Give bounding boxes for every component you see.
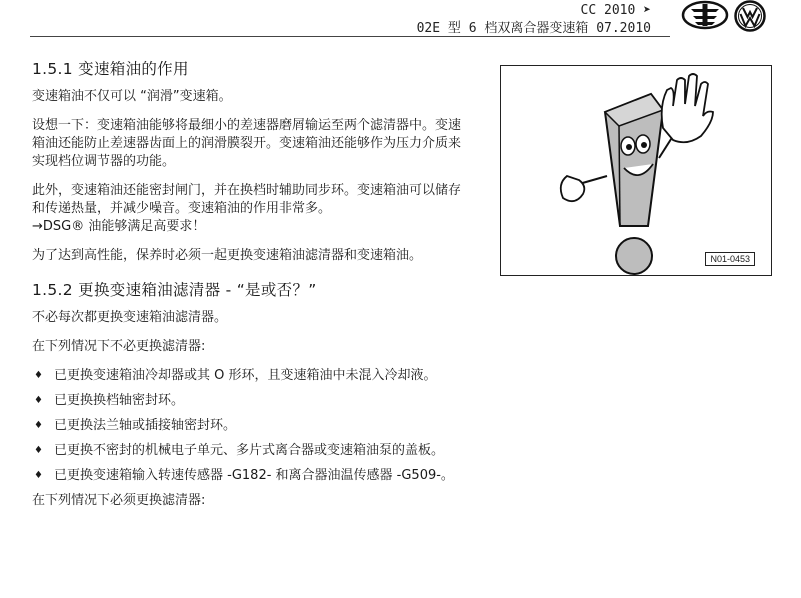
figure-label: N01-0453 [705, 252, 755, 266]
diamond-bullet-icon: ♦ [34, 470, 43, 481]
list-item-text: 已更换不密封的机械电子单元、多片式离合器或变速箱油泵的盖板。 [54, 443, 445, 458]
document-body [32, 60, 464, 521]
list-item [32, 392, 464, 410]
page-header [417, 2, 651, 38]
section-1-paragraph-3 [32, 182, 464, 236]
section-2-subheading-2: 在下列情况下必须更换滤清器: [32, 493, 206, 508]
section-1-title: 1.5.1 变速箱油的作用 [32, 60, 189, 78]
list-item-text: 已更换法兰轴或插接轴密封环。 [54, 418, 237, 433]
diamond-bullet-icon: ♦ [34, 420, 43, 431]
vw-logo-icon [733, 0, 767, 32]
cross-reference-arrow: → [32, 219, 43, 234]
list-item-text: 已更换变速箱油冷却器或其 O 形环，且变速箱油中未混入冷却液。 [54, 368, 437, 383]
section-2-subheading: 在下列情况下不必更换滤清器: [32, 339, 206, 354]
diamond-bullet-icon: ♦ [34, 445, 43, 456]
list-item [32, 442, 464, 460]
section-1-paragraph-2: 设想一下：变速箱油能够将最细小的差速器磨屑输运至两个滤清器中。变速箱油还能防止差速器齿面上的润滑膜裂开。变速箱油还能够作为压力介质来实现档位调节器的功能。 [32, 118, 462, 169]
dsg-reference-link[interactable]: DSG® [42, 219, 85, 234]
section-1-intro: 变速箱油不仅可以 “润滑”变速箱。 [32, 89, 232, 104]
paragraph-3-text: 此外，变速箱油还能密封闸门，并在换档时辅助同步环。变速箱油可以储存和传递热量，并减少噪音。变速箱油的作用非常多。 [32, 183, 462, 216]
section-2-intro: 不必每次都更换变速箱油滤清器。 [32, 310, 228, 325]
faw-logo-icon [681, 0, 729, 32]
header-model: CC 2010 ➤ [580, 3, 651, 18]
section-2-title: 1.5.2 更换变速箱油滤清器 - “是或否？” [32, 281, 317, 299]
list-item [32, 367, 464, 385]
paragraph-3-tail: 油能够满足高要求！ [84, 219, 206, 234]
diamond-bullet-icon: ♦ [34, 395, 43, 406]
exclamation-mascot-icon [501, 66, 771, 275]
condition-list [32, 367, 464, 485]
list-item-text: 已更换换档轴密封环。 [54, 393, 185, 408]
illustration-figure [500, 65, 772, 276]
header-divider [30, 36, 670, 37]
diamond-bullet-icon: ♦ [34, 370, 43, 381]
list-item [32, 417, 464, 435]
header-document-title: 02E 型 6 档双离合器变速箱 07.2010 [416, 21, 651, 36]
list-item-text: 已更换变速箱输入转速传感器 -G182- 和离合器油温传感器 -G509-。 [54, 468, 454, 483]
list-item [32, 467, 464, 485]
section-1-paragraph-4: 为了达到高性能，保养时必须一起更换变速箱油滤清器和变速箱油。 [32, 248, 423, 263]
